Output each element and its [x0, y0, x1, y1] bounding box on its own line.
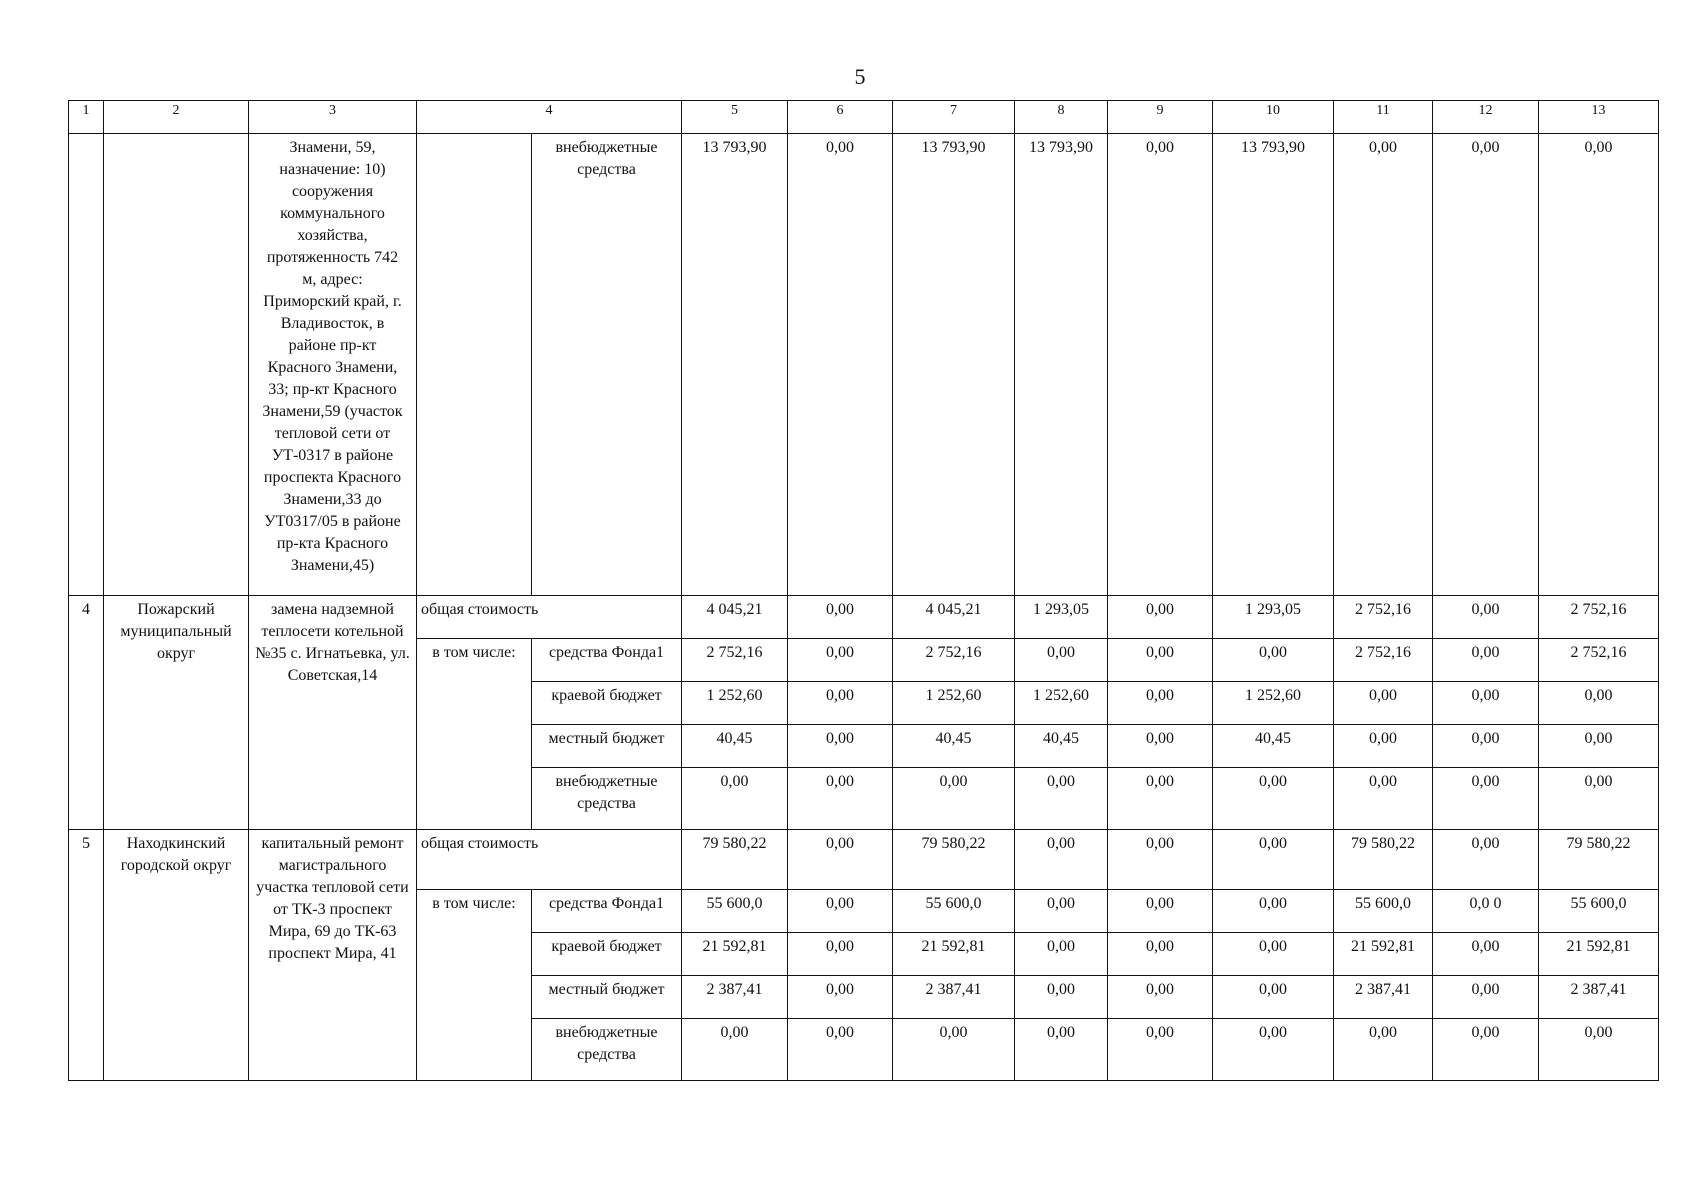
value-cell: 0,00	[788, 1019, 893, 1081]
fund-label-cell: внебюджетные средства	[532, 1019, 682, 1081]
row-number-cell: 4	[69, 596, 104, 830]
header-cell: 5	[682, 101, 788, 134]
value-cell: 0,00	[788, 134, 893, 596]
fund-label-cell: местный бюджет	[532, 725, 682, 768]
value-cell: 0,00	[1539, 725, 1659, 768]
value-cell: 0,00	[1015, 933, 1108, 976]
value-cell: 0,00	[1108, 976, 1213, 1019]
value-cell: 0,00	[1108, 596, 1213, 639]
district-cell: Пожарский муниципальный округ	[104, 596, 249, 830]
district-cell: Находкинский городской округ	[104, 830, 249, 1081]
value-cell: 2 387,41	[1539, 976, 1659, 1019]
header-cell: 2	[104, 101, 249, 134]
value-cell: 0,00	[1334, 134, 1433, 596]
value-cell: 0,00	[788, 933, 893, 976]
value-cell: 0,00	[788, 596, 893, 639]
value-cell: 0,00	[1334, 768, 1433, 830]
value-cell: 13 793,90	[1213, 134, 1334, 596]
value-cell: 79 580,22	[682, 830, 788, 890]
value-cell: 0,00	[1108, 933, 1213, 976]
header-cell: 10	[1213, 101, 1334, 134]
header-cell: 12	[1433, 101, 1539, 134]
total-label-cell: общая стоимость	[417, 596, 682, 639]
total-label-cell: общая стоимость	[417, 830, 682, 890]
value-cell: 0,00	[1108, 682, 1213, 725]
value-cell: 0,00	[788, 768, 893, 830]
value-cell: 55 600,0	[1539, 890, 1659, 933]
value-cell: 0,00	[1213, 976, 1334, 1019]
value-cell: 21 592,81	[682, 933, 788, 976]
value-cell: 0,00	[1108, 1019, 1213, 1081]
value-cell: 0,00	[1539, 682, 1659, 725]
value-cell: 40,45	[1213, 725, 1334, 768]
row-number-cell: 5	[69, 830, 104, 1081]
value-cell: 2 752,16	[682, 639, 788, 682]
value-cell: 0,00	[1213, 768, 1334, 830]
header-cell: 1	[69, 101, 104, 134]
value-cell: 0,00	[1433, 1019, 1539, 1081]
value-cell: 0,00	[682, 768, 788, 830]
value-cell: 2 387,41	[893, 976, 1015, 1019]
value-cell: 2 752,16	[1539, 639, 1659, 682]
value-cell: 0,00	[1213, 830, 1334, 890]
value-cell: 0,00	[1433, 976, 1539, 1019]
value-cell: 0,00	[1433, 134, 1539, 596]
object-description-cell: Знамени, 59, назначение: 10) сооружения коммунального хозяйства, протяженность 742 м, адрес: Приморский край, г. Владивосток, в районе пр-кт Красного Знамени, 33; пр-кт Красного Знамени,59 (участок тепловой сети от УТ-0317 в районе проспекта Красного Знамени,33 до УТ0317/05 в районе пр-кта Красного Знамени,45)	[249, 134, 417, 596]
object-description-cell: капитальный ремонт магистрального участка тепловой сети от ТК-3 проспект Мира, 69 до ТК-63 проспект Мира, 41	[249, 830, 417, 1081]
value-cell: 79 580,22	[1539, 830, 1659, 890]
value-cell: 1 252,60	[1213, 682, 1334, 725]
header-cell: 8	[1015, 101, 1108, 134]
header-cell: 11	[1334, 101, 1433, 134]
value-cell: 0,00	[893, 1019, 1015, 1081]
header-cell: 6	[788, 101, 893, 134]
value-cell: 0,00	[1213, 890, 1334, 933]
value-cell: 1 252,60	[1015, 682, 1108, 725]
value-cell: 1 252,60	[893, 682, 1015, 725]
value-cell: 0,00	[1334, 682, 1433, 725]
header-cell: 13	[1539, 101, 1659, 134]
value-cell: 1 252,60	[682, 682, 788, 725]
header-cell: 4	[417, 101, 682, 134]
value-cell: 55 600,0	[893, 890, 1015, 933]
fund-label-cell: внебюджетные средства	[532, 768, 682, 830]
value-cell: 55 600,0	[682, 890, 788, 933]
value-cell: 2 752,16	[1539, 596, 1659, 639]
value-cell: 0,00	[1015, 1019, 1108, 1081]
incl-label-cell	[417, 134, 532, 596]
value-cell: 2 752,16	[893, 639, 1015, 682]
table-row	[69, 596, 1659, 639]
value-cell: 79 580,22	[1334, 830, 1433, 890]
value-cell: 13 793,90	[893, 134, 1015, 596]
value-cell: 40,45	[893, 725, 1015, 768]
value-cell: 0,00	[1108, 725, 1213, 768]
value-cell: 79 580,22	[893, 830, 1015, 890]
district-cell	[104, 134, 249, 596]
table-row-continuation	[69, 134, 1659, 596]
value-cell: 0,00	[1433, 596, 1539, 639]
incl-label-cell: в том числе:	[417, 890, 532, 1081]
value-cell: 2 752,16	[1334, 596, 1433, 639]
value-cell: 0,00	[1334, 1019, 1433, 1081]
value-cell: 2 752,16	[1334, 639, 1433, 682]
value-cell: 40,45	[1015, 725, 1108, 768]
fund-label-cell: краевой бюджет	[532, 933, 682, 976]
value-cell: 0,00	[1015, 639, 1108, 682]
value-cell: 0,00	[1433, 682, 1539, 725]
value-cell: 0,00	[893, 768, 1015, 830]
value-cell: 1 293,05	[1213, 596, 1334, 639]
fund-label-cell: средства Фонда1	[532, 890, 682, 933]
value-cell: 0,00	[1539, 768, 1659, 830]
page-number: 5	[854, 64, 866, 89]
value-cell: 0,00	[1015, 768, 1108, 830]
value-cell: 0,00	[788, 890, 893, 933]
value-cell: 55 600,0	[1334, 890, 1433, 933]
value-cell: 40,45	[682, 725, 788, 768]
value-cell: 4 045,21	[893, 596, 1015, 639]
value-cell: 2 387,41	[1334, 976, 1433, 1019]
value-cell: 0,00	[788, 682, 893, 725]
value-cell: 0,00	[1334, 725, 1433, 768]
value-cell: 0,00	[1108, 639, 1213, 682]
value-cell: 0,00	[1015, 830, 1108, 890]
object-description-cell: замена надземной теплосети котельной №35 с. Игнатьевка, ул. Советская,14	[249, 596, 417, 830]
value-cell: 21 592,81	[1334, 933, 1433, 976]
fund-label-cell: средства Фонда1	[532, 639, 682, 682]
header-cell: 7	[893, 101, 1015, 134]
value-cell: 13 793,90	[1015, 134, 1108, 596]
table-row	[69, 830, 1659, 890]
value-cell: 0,0 0	[1433, 890, 1539, 933]
value-cell: 21 592,81	[1539, 933, 1659, 976]
value-cell: 0,00	[1433, 639, 1539, 682]
budget-table	[68, 100, 1659, 1081]
incl-label-cell: в том числе:	[417, 639, 532, 830]
value-cell: 0,00	[1539, 134, 1659, 596]
value-cell: 0,00	[1213, 639, 1334, 682]
header-cell: 9	[1108, 101, 1213, 134]
value-cell: 2 387,41	[682, 976, 788, 1019]
value-cell: 0,00	[1433, 768, 1539, 830]
value-cell: 0,00	[1015, 890, 1108, 933]
header-row	[69, 101, 1659, 134]
value-cell: 0,00	[788, 725, 893, 768]
value-cell: 0,00	[1433, 725, 1539, 768]
row-number-cell	[69, 134, 104, 596]
value-cell: 0,00	[1433, 933, 1539, 976]
value-cell: 21 592,81	[893, 933, 1015, 976]
value-cell: 0,00	[788, 639, 893, 682]
value-cell: 0,00	[1108, 890, 1213, 933]
value-cell: 0,00	[1108, 830, 1213, 890]
value-cell: 1 293,05	[1015, 596, 1108, 639]
value-cell: 0,00	[1213, 933, 1334, 976]
value-cell: 0,00	[682, 1019, 788, 1081]
value-cell: 0,00	[788, 830, 893, 890]
fund-label-cell: местный бюджет	[532, 976, 682, 1019]
value-cell: 0,00	[1539, 1019, 1659, 1081]
value-cell: 0,00	[1108, 768, 1213, 830]
value-cell: 0,00	[788, 976, 893, 1019]
header-cell: 3	[249, 101, 417, 134]
fund-label-cell: краевой бюджет	[532, 682, 682, 725]
fund-label-cell: внебюджетные средства	[532, 134, 682, 596]
value-cell: 4 045,21	[682, 596, 788, 639]
value-cell: 0,00	[1108, 134, 1213, 596]
value-cell: 0,00	[1213, 1019, 1334, 1081]
value-cell: 0,00	[1433, 830, 1539, 890]
value-cell: 13 793,90	[682, 134, 788, 596]
value-cell: 0,00	[1015, 976, 1108, 1019]
